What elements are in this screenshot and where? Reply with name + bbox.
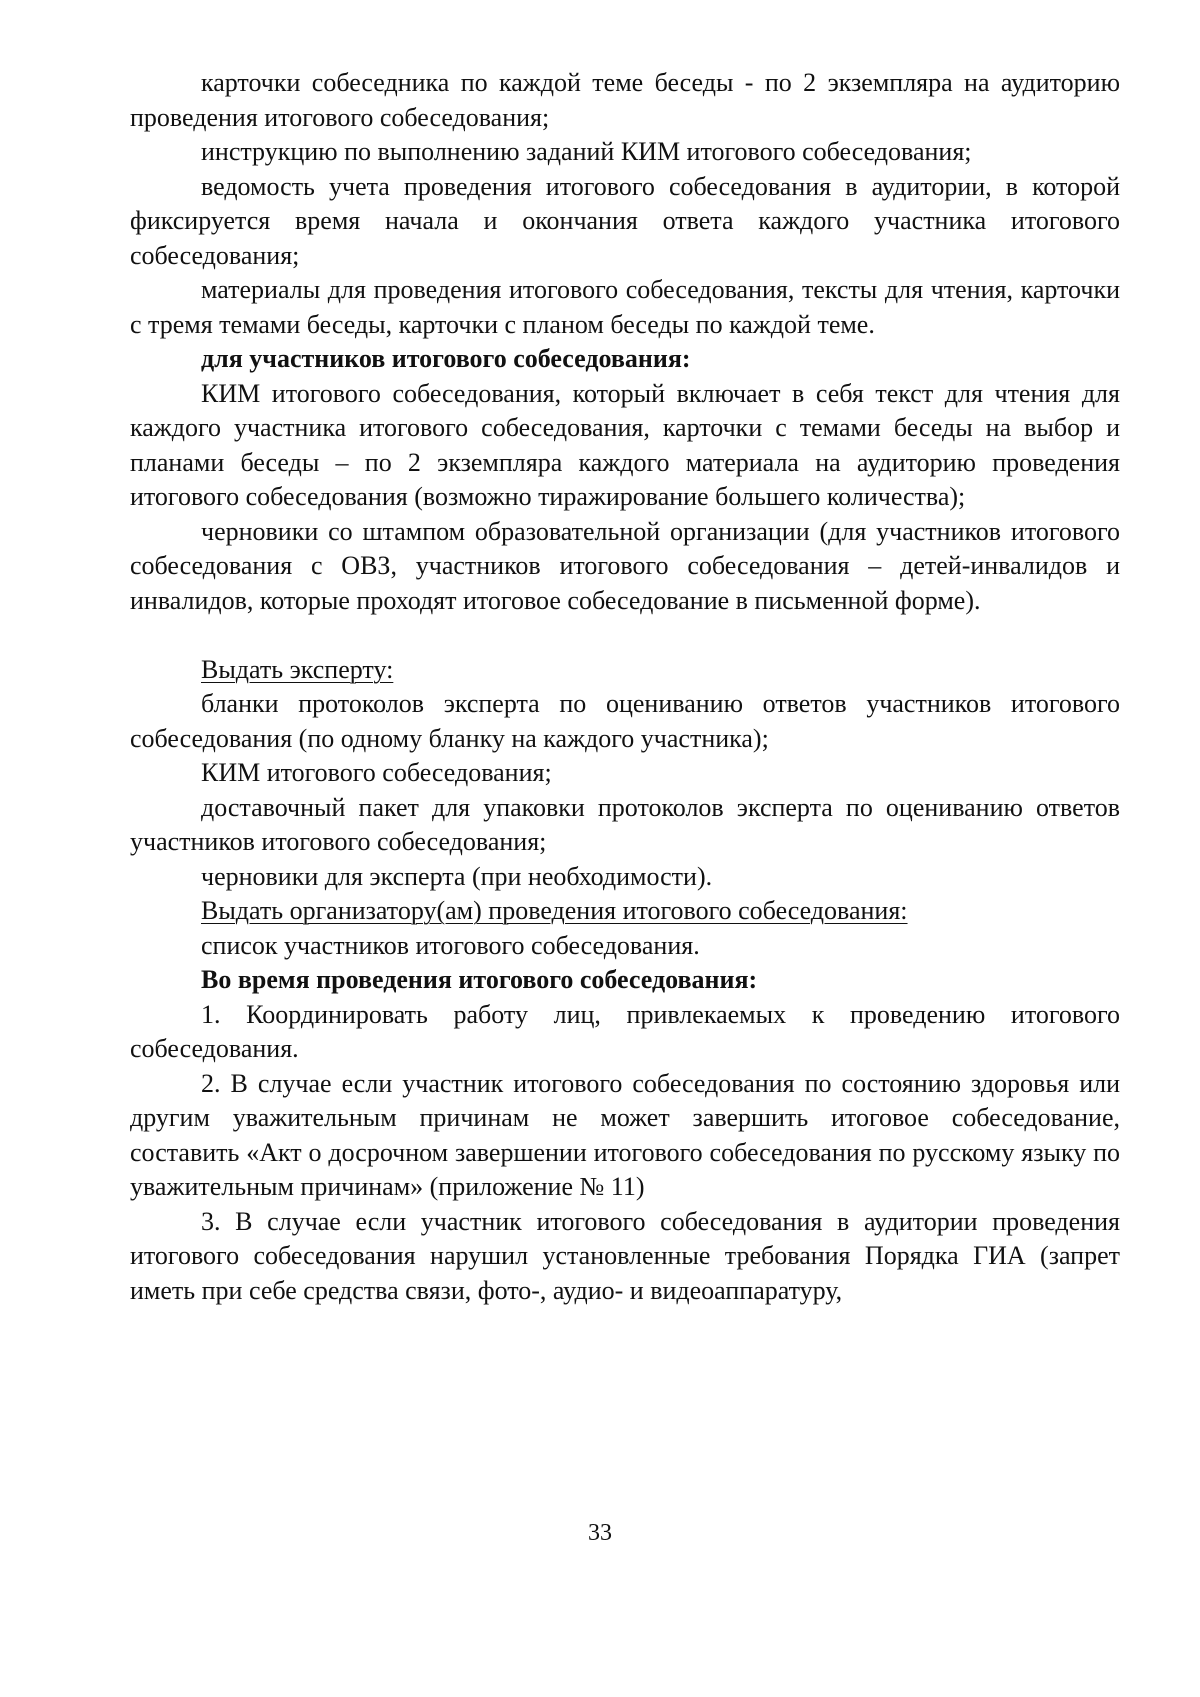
heading-issue-to-organizer-text: Выдать организатору(ам) проведения итогового собеседования: [201,896,908,925]
heading-issue-to-organizer [130,894,1120,929]
paragraph-spacer [130,618,1120,653]
paragraph-expert-drafts: черновики для эксперта (при необходимости). [201,861,713,891]
paragraph-item-1: 1. Координировать работу лиц, привлекаемых к проведению итогового собеседования. [130,999,1120,1063]
paragraph-materials: материалы для проведения итогового собеседования, тексты для чтения, карточки с тремя темами беседы, карточки с планом беседы по каждой теме. [130,275,1120,339]
paragraph-kim-instructions: инструкцию по выполнению заданий КИМ итогового собеседования; [201,137,972,166]
page-number: 33 [588,1520,612,1546]
heading-issue-to-expert [130,653,1120,688]
paragraph-attendance-sheet: ведомость учета проведения итогового собеседования в аудитории, в которой фиксируется время начала и окончания ответа каждого участника итогового собеседования; [130,171,1120,270]
paragraph-interlocutor-cards: карточки собеседника по каждой теме беседы - по 2 экземпляра на аудиторию проведения итогового собеседования; [130,68,1120,132]
paragraph-participant-list: список участников итогового собеседования. [201,930,700,960]
paragraph-expert-kim: КИМ итогового собеседования; [201,758,552,787]
heading-during-interview: Во время проведения итогового собеседования: [201,965,758,994]
heading-for-participants: для участников итогового собеседования: [201,344,691,373]
paragraph-kim-for-participants: КИМ итогового собеседования, который включает в себя текст для чтения для каждого участника итогового собеседования, карточки с темами беседы на выбор и планами беседы – по 2 экземпляра каждого материала на аудиторию проведения итогового собеседования (возможно тиражирование большего количества); [130,378,1120,511]
paragraph-drafts-with-stamp: черновики со штампом образовательной организации (для участников итогового собеседования с ОВЗ, участников итогового собеседования – детей-инвалидов и инвалидов, которые проходят итоговое собеседование в письменной форме). [130,516,1120,615]
document-page [130,66,1120,1308]
heading-issue-to-expert-text: Выдать эксперту: [201,654,394,684]
paragraph-delivery-package: доставочный пакет для упаковки протоколов эксперта по оцениванию ответов участников итогового собеседования; [130,792,1120,856]
paragraph-protocol-forms: бланки протоколов эксперта по оцениванию ответов участников итогового собеседования (по одному бланку на каждого участника); [130,689,1120,753]
paragraph-item-2: 2. В случае если участник итогового собеседования по состоянию здоровья или другим уважительным причинам не может завершить итоговое собеседование, составить «Акт о досрочном завершении итогового собеседования по русскому языку по уважительным причинам» (приложение № 11) [130,1068,1120,1201]
paragraph-item-3: 3. В случае если участник итогового собеседования в аудитории проведения итогового собеседования нарушил установленные требования Порядка ГИА (запрет иметь при себе средства связи, фото-, аудио- и видеоаппаратуру, [130,1206,1120,1305]
